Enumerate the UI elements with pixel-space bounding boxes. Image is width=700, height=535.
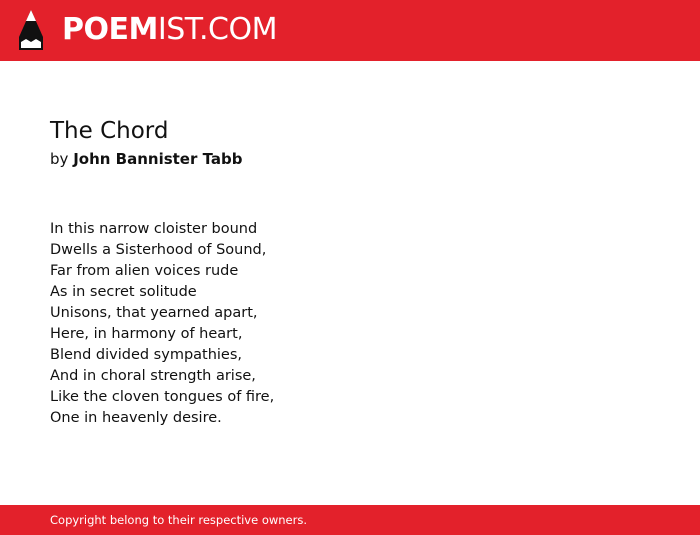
site-header — [0, 0, 700, 61]
poem-line: Like the cloven tongues of fire, — [50, 389, 275, 405]
poem-line: And in choral strength arise, — [50, 368, 256, 384]
poem-line: Dwells a Sisterhood of Sound, — [50, 242, 267, 258]
poem-line: Far from alien voices rude — [50, 263, 239, 279]
poem-body — [50, 219, 274, 429]
logo-text-light: IST.COM — [157, 12, 277, 47]
author-name: John Bannister Tabb — [73, 150, 243, 168]
pencil-icon — [17, 9, 45, 51]
poem-line: In this narrow cloister bound — [50, 221, 258, 237]
site-logo[interactable] — [62, 12, 277, 48]
poem-line: As in secret solitude — [50, 284, 197, 300]
poem-line: One in heavenly desire. — [50, 410, 222, 426]
logo-text-bold: POEM — [62, 12, 158, 47]
poem-line: Unisons, that yearned apart, — [50, 305, 258, 321]
poem-title: The Chord — [50, 118, 169, 144]
site-footer — [0, 505, 700, 535]
poem-line: Here, in harmony of heart, — [50, 326, 243, 342]
copyright-text: Copyright belong to their respective owners. — [50, 513, 308, 527]
poem-byline — [50, 149, 243, 169]
by-label: by — [50, 150, 69, 168]
poem-line: Blend divided sympathies, — [50, 347, 243, 363]
